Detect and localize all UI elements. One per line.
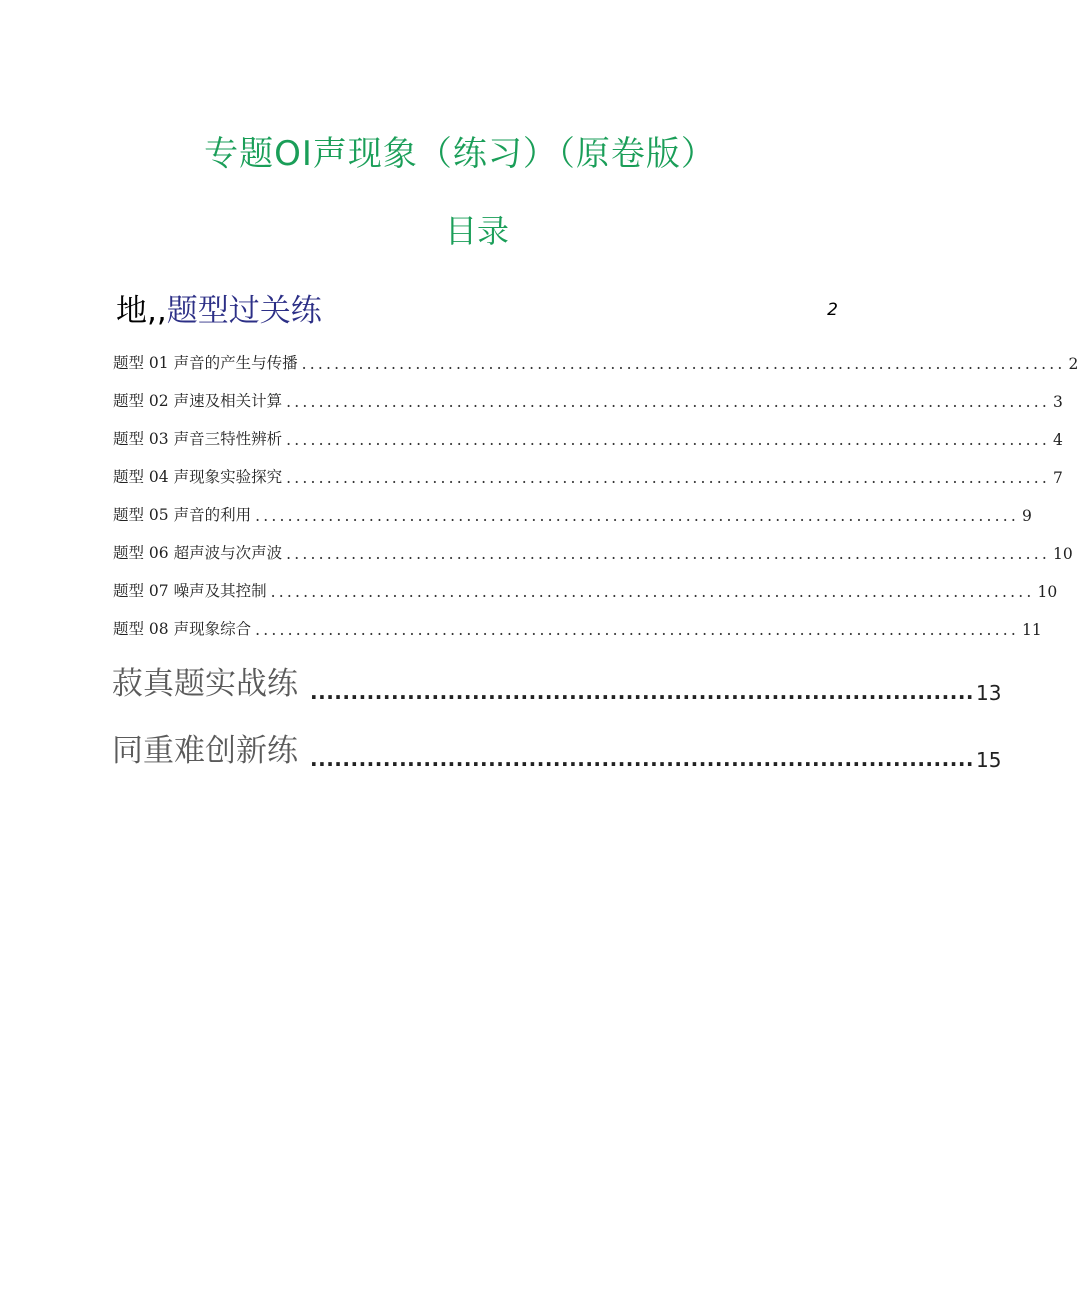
toc-section-practice[interactable]	[116, 288, 838, 334]
toc-item-label: 题型 01 声音的产生与传播	[113, 354, 298, 372]
toc-leader-dots: ..............................................................................................	[255, 507, 1020, 525]
toc-item-page: 10	[1053, 545, 1073, 563]
toc-item[interactable]	[113, 501, 1032, 525]
document-title: 专题OI声现象（练习）（原卷版）	[204, 134, 716, 174]
toc-item-label: 题型 05 声音的利用	[113, 506, 252, 524]
section-page-number: 15	[976, 748, 1002, 772]
section-label: 同重难创新练	[112, 733, 298, 769]
toc-item[interactable]	[113, 349, 1078, 373]
section-prefix: 地,,	[116, 293, 167, 329]
toc-item-page: 7	[1053, 469, 1063, 487]
toc-leader-dots: ..................................................................................	[310, 680, 975, 704]
toc-item[interactable]	[113, 463, 1063, 487]
toc-item-page: 4	[1053, 431, 1063, 449]
toc-item[interactable]	[113, 539, 1073, 563]
toc-item-label: 题型 06 超声波与次声波	[113, 544, 283, 562]
toc-item[interactable]	[113, 425, 1063, 449]
toc-leader-dots: ..............................................................................................	[301, 355, 1066, 373]
section-label: 题型过关练	[166, 293, 322, 329]
toc-item[interactable]	[113, 615, 1042, 639]
toc-item-label: 题型 08 声现象综合	[113, 620, 252, 638]
toc-section-real-exam[interactable]	[112, 662, 1002, 706]
toc-leader-dots: ..............................................................................................	[255, 621, 1020, 639]
toc-item-page: 9	[1022, 507, 1032, 525]
toc-item-page: 10	[1037, 583, 1058, 601]
toc-item-label: 题型 02 声速及相关计算	[113, 392, 283, 410]
toc-leader-dots: ..............................................................................................	[270, 583, 1035, 601]
toc-item-label: 题型 07 噪声及其控制	[113, 582, 267, 600]
toc-leader-dots: ..............................................................................................	[286, 545, 1051, 563]
section-page-number: 2	[827, 300, 838, 320]
toc-leader-dots: ..................................................................................	[310, 747, 975, 771]
toc-item[interactable]	[113, 387, 1063, 411]
toc-leader-dots: ..............................................................................................	[286, 393, 1051, 411]
toc-item-page: 2	[1068, 355, 1078, 373]
toc-item-page: 3	[1053, 393, 1063, 411]
toc-item[interactable]	[113, 577, 1058, 601]
toc-item-label: 题型 03 声音三特性辨析	[113, 430, 283, 448]
section-label: 菽真题实战练	[112, 666, 298, 702]
toc-leader-dots: ..............................................................................................	[286, 469, 1051, 487]
toc-heading: 目录	[444, 212, 509, 250]
toc-leader-dots: ..............................................................................................	[286, 431, 1051, 449]
toc-item-page: 11	[1022, 621, 1042, 639]
toc-section-innovation[interactable]	[112, 729, 1002, 773]
section-page-number: 13	[976, 681, 1002, 705]
toc-item-label: 题型 04 声现象实验探究	[113, 468, 283, 486]
